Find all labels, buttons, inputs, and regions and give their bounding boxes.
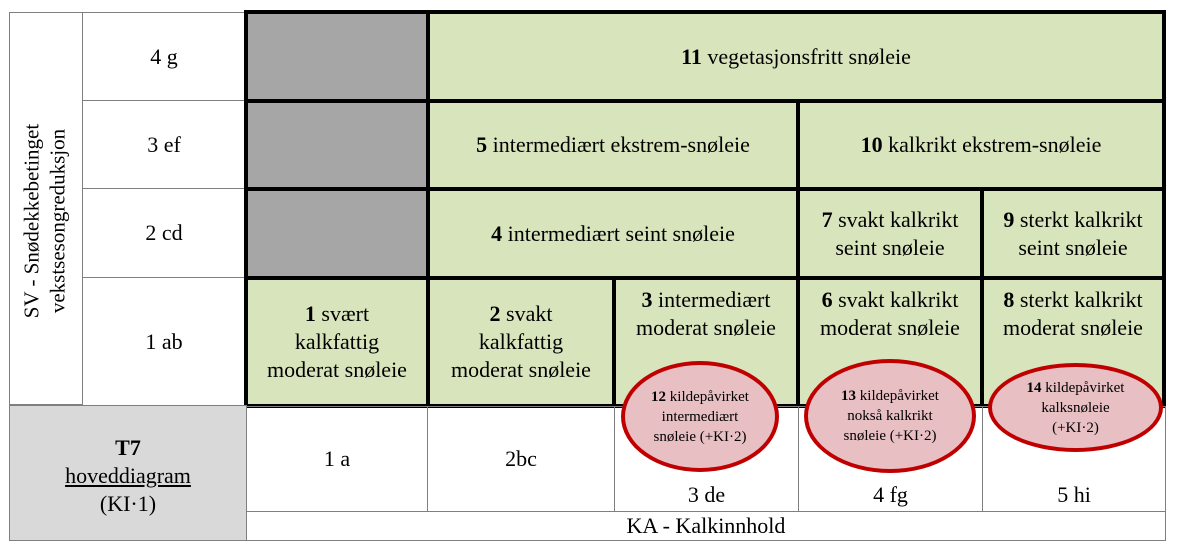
cell-text: intermediært ekstrem-snøleie [487,132,750,157]
ellipse-text-line1: kildepåvirket [1041,379,1125,396]
cell-text-line1: svakt [500,301,553,326]
cell-number: 6 [821,287,833,312]
divider [980,187,984,408]
left-axis-label [19,25,75,418]
ellipse-text-line1: kildepåvirket [666,388,749,405]
left-axis-label-line1: SV - Snødekkebetinget [19,123,44,319]
ellipse-text-line3: (+KI·2) [1052,419,1099,436]
cell-text-line1: sterkt kalkrikt [1014,287,1143,312]
cell-text-line1: intermediært [652,287,771,312]
ellipse-text-line2: kalksnøleie [1041,399,1110,416]
row-label-1ab: 1 ab [82,277,246,406]
divider [244,187,1166,191]
ellipse-number: 14 [1026,379,1042,396]
cell-number: 10 [860,132,883,157]
ellipse-13-kildepavirket-noksa-kalkrikt[interactable] [804,359,976,473]
divider [796,99,800,408]
cell-text-line2: seint snøleie [835,234,945,260]
ellipse-text-line3: snøleie (+KI·2) [843,428,937,444]
ellipse-number: 13 [841,388,857,404]
left-axis-label-line2: vekstsesongreduksjon [45,128,70,314]
cell-number: 1 [304,301,316,326]
cell-text-line1: sterkt kalkrikt [1014,206,1143,232]
left-axis-cell [9,12,83,405]
cell-text-line1: svakt kalkrikt [832,287,959,312]
cell-text-line1: svakt kalkrikt [832,206,959,232]
cell-number: 7 [821,206,833,232]
ellipse-text-line3: snøleie (+KI·2) [653,428,747,445]
ellipse-text-line2: intermediært [661,408,739,425]
column-label-text: 4 fg [873,482,908,507]
divider [244,99,1166,103]
cell-text-line2: kalkfattig [478,329,564,354]
cell-text: vegetasjonsfritt snøleie [701,43,911,69]
cell-text-line1: svært [315,301,370,326]
cell-number: 11 [681,43,702,69]
corner-title: T7 [115,435,141,460]
cell-number: 8 [1003,287,1015,312]
cell-text-line2: moderat snøleie [1003,315,1143,340]
divider [426,10,430,408]
cell-text-line2: kalkfattig [294,329,380,354]
cell-number: 3 [641,287,653,312]
corner-cell [9,405,247,541]
cell-text: kalkrikt ekstrem-snøleie [882,132,1102,157]
ellipse-14-kildepavirket-kalksnoleie[interactable] [988,363,1163,452]
cell-number: 9 [1003,206,1015,232]
cell-number: 4 [491,220,503,246]
column-label-text: 5 hi [1057,482,1091,507]
ellipse-text-line2: nokså kalkrikt [847,408,933,424]
cell-text-line2: moderat snøleie [636,315,776,340]
ellipse-text-line1: kildepåvirket [856,388,939,404]
cell-text-line2: seint snøleie [1018,234,1128,260]
corner-subtitle: hoveddiagram [65,463,191,488]
cell-number: 2 [489,301,501,326]
cell-number: 5 [476,132,488,157]
bottom-axis-label: KA - Kalkinnhold [246,511,1166,541]
divider [244,276,1166,280]
corner-note: (KI·1) [99,491,157,516]
main-grid-frame [244,10,1166,408]
divider [612,278,616,408]
row-label-3ef: 3 ef [82,100,246,189]
column-label-text: 3 de [687,482,726,507]
ellipse-number: 12 [651,388,667,405]
cell-text-line3: moderat snøleie [267,357,407,382]
cell-text: intermediært seint snøleie [502,220,735,246]
row-label-4g: 4 g [82,12,246,101]
column-label-2bc: 2bc [427,406,615,512]
column-label-1a: 1 a [246,406,428,512]
ellipse-12-kildepavirket-intermediaert[interactable] [621,361,779,472]
row-label-2cd: 2 cd [82,188,246,278]
cell-text-line3: moderat snøleie [451,357,591,382]
cell-text-line2: moderat snøleie [820,315,960,340]
